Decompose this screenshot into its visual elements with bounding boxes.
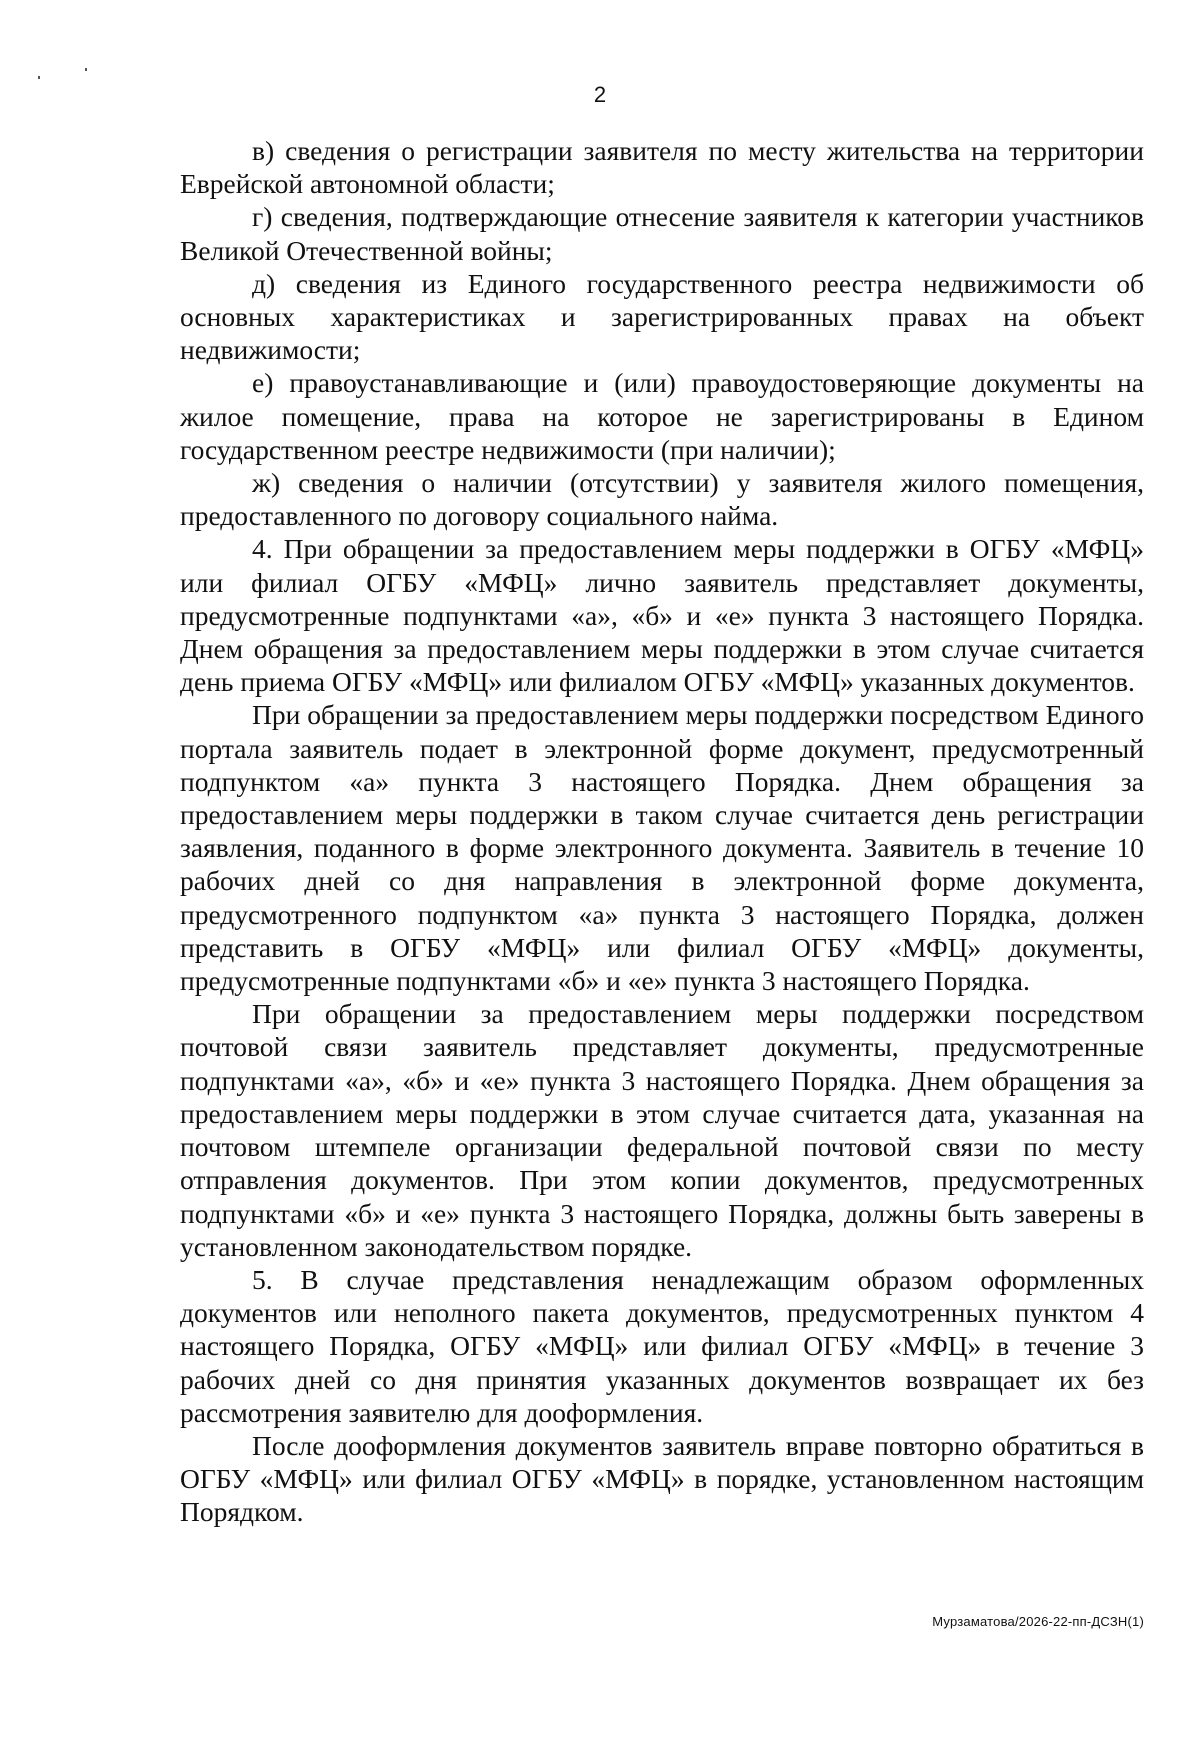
document-body <box>180 134 1144 1529</box>
paragraph-subitem-d: д) сведения из Единого государственного реестра недвижимости об основных характеристиках и зарегистрированных правах на объект недвижимости; <box>180 267 1144 366</box>
scan-artifact <box>38 76 40 79</box>
paragraph-subitem-v: в) сведения о регистрации заявителя по месту жительства на территории Еврейской автономной области; <box>180 135 1144 200</box>
paragraph-subitem-g: г) сведения, подтверждающие отнесение заявителя к категории участников Великой Отечественной войны; <box>180 201 1144 266</box>
scan-artifact <box>85 68 87 71</box>
paragraph-postal: При обращении за предоставлением меры поддержки посредством почтовой связи заявитель представляет документы, предусмотренные подпунктами «а», «б» и «е» пункта 3 настоящего Порядка. Днем обращения за предоставлением меры поддержки в этом случае считается дата, указанная на почтовом штемпеле организации федеральной почтовой связи по месту отправления документов. При этом копии документов, предусмотренных подпунктами «б» и «е» пункта 3 настоящего Порядка, должны быть заверены в установленном законодательством порядке. <box>180 998 1144 1262</box>
page-number: 2 <box>593 82 607 107</box>
document-code: Мурзаматова/2026-22-пп-ДСЗН(1) <box>932 1614 1144 1629</box>
paragraph-portal: При обращении за предоставлением меры поддержки посредством Единого портала заявитель подает в электронной форме документ, предусмотренный подпунктом «а» пункта 3 настоящего Порядка. Днем обращения за предоставлением меры поддержки в таком случае считается день регистрации заявления, поданного в форме электронного документа. Заявитель в течение 10 рабочих дней со дня направления в электронной форме документа, предусмотренного подпунктом «а» пункта 3 настоящего Порядка, должен представить в ОГБУ «МФЦ» или филиал ОГБУ «МФЦ» документы, предусмотренные подпунктами «б» и «е» пункта 3 настоящего Порядка. <box>180 699 1144 997</box>
paragraph-item-4: 4. При обращении за предоставлением меры поддержки в ОГБУ «МФЦ» или филиал ОГБУ «МФЦ» лично заявитель представляет документы, предусмотренные подпунктами «а», «б» и «е» пункта 3 настоящего Порядка. Днем обращения за предоставлением меры поддержки в этом случае считается день приема ОГБУ «МФЦ» или филиалом ОГБУ «МФЦ» указанных документов. <box>180 533 1144 698</box>
paragraph-item-5: 5. В случае представления ненадлежащим образом оформленных документов или неполного пакета документов, предусмотренных пунктом 4 настоящего Порядка, ОГБУ «МФЦ» или филиал ОГБУ «МФЦ» в течение 3 рабочих дней со дня принятия указанных документов возвращает их без рассмотрения заявителю для дооформления. <box>180 1263 1144 1428</box>
paragraph-subitem-e: е) правоустанавливающие и (или) правоудостоверяющие документы на жилое помещение, права на которое не зарегистрированы в Едином государственном реестре недвижимости (при наличии); <box>180 367 1144 465</box>
paragraph-subitem-zh: ж) сведения о наличии (отсутствии) у заявителя жилого помещения, предоставленного по договору социального найма. <box>180 467 1144 532</box>
paragraph-resubmission: После дооформления документов заявитель вправе повторно обратиться в ОГБУ «МФЦ» или филиал ОГБУ «МФЦ» в порядке, установленном настоящим Порядком. <box>180 1429 1144 1528</box>
